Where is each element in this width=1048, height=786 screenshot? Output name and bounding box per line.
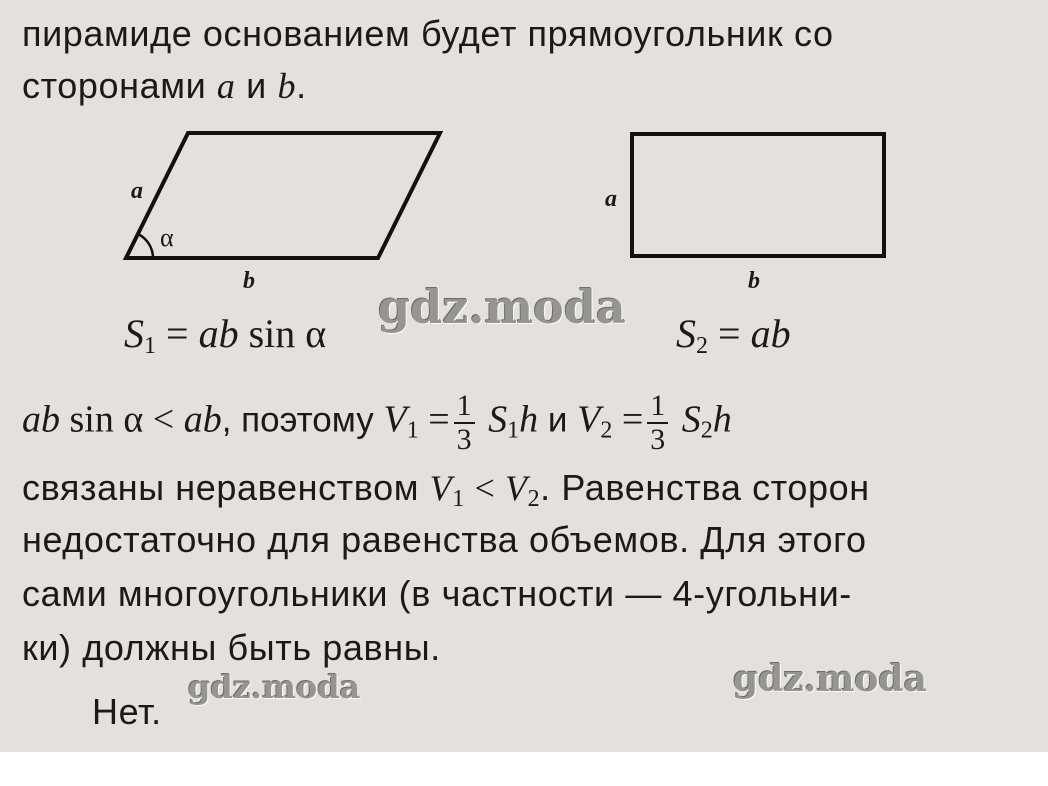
- paragraph-line-2: связаны неравенством $V_1 < V_2$. Равенства сторон: [22, 467, 870, 512]
- watermark-2: gdz.moda: [188, 668, 361, 706]
- variable-b: b: [277, 66, 297, 106]
- paragraph-line-3: недостаточно для равенства объемов. Для этого: [22, 519, 867, 560]
- paragraph-line-5: ки) должны быть равны.: [22, 627, 441, 668]
- parallelogram-side-label: a: [131, 178, 143, 204]
- paragraph-line-1: ab sin α < ab, поэтому $V_1$ = $\frac{1}{3}$ $S_1h$ и $V_2$ = $\frac{1}{3}$ $S_2h$: [22, 389, 732, 456]
- conjunction-and: и: [235, 65, 278, 106]
- angle-arc: [138, 234, 153, 258]
- parallelogram-base-label: b: [243, 268, 255, 294]
- variable-a: a: [216, 66, 236, 106]
- answer-text: Нет.: [92, 691, 162, 732]
- angle-label: α: [160, 223, 174, 252]
- rectangle-shape: [632, 134, 884, 256]
- formula-s1: $S_1$ = ab sin α: [124, 311, 327, 359]
- rectangle-side-label: a: [605, 186, 617, 212]
- rectangle-base-label: b: [748, 268, 760, 294]
- fraction-one-third: $\frac{1}{3}$: [454, 390, 475, 456]
- fraction-one-third-2: $\frac{1}{3}$: [647, 390, 668, 456]
- paragraph-line-4: сами многоугольники (в частности — 4-угольни-: [22, 573, 852, 614]
- text-line-2-prefix: сторонами: [22, 65, 217, 106]
- text-line-1: пирамиде основанием будет прямоугольник со: [22, 13, 834, 54]
- period: .: [296, 65, 307, 106]
- watermark-1: gdz.moda: [378, 280, 626, 334]
- watermark-3: gdz.moda: [733, 658, 927, 700]
- formula-s2: $S_2$ = ab: [676, 311, 791, 359]
